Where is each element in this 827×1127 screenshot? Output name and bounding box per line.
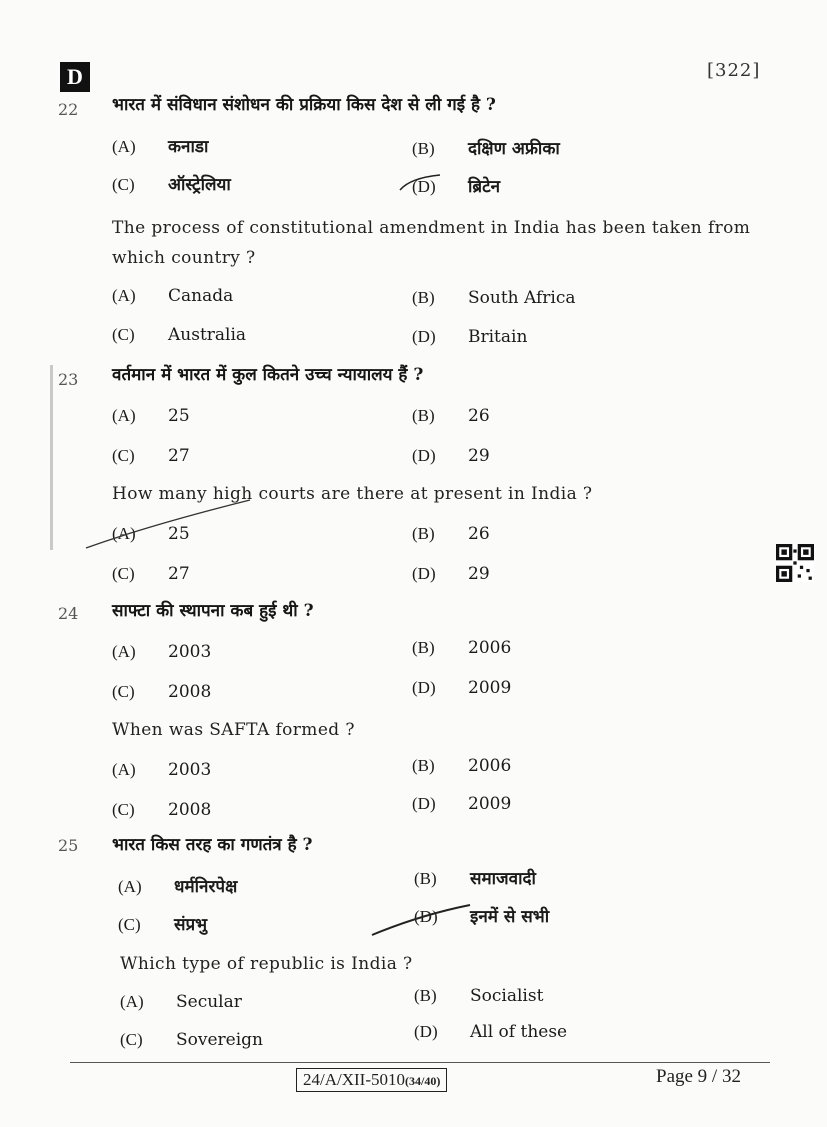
option-a-english: (A) 2003	[112, 760, 212, 780]
option-b-english: (B) Socialist	[414, 986, 544, 1006]
question-number: 24	[58, 604, 79, 623]
option-a-english: (A) 25	[112, 524, 190, 544]
question-text-english: The process of constitutional amendment in India has been taken from which country ?	[112, 218, 751, 268]
option-a-hindi: (A) कनाडा	[112, 137, 209, 157]
option-c-english: (C) 2008	[112, 800, 212, 820]
option-b-english: (B) 26	[412, 524, 490, 544]
option-c-english: (C) Sovereign	[120, 1030, 264, 1050]
paper-code: [322]	[707, 60, 761, 81]
option-c-hindi: (C) संप्रभु	[118, 915, 208, 935]
option-c-hindi: (C) 27	[112, 446, 190, 466]
option-a-hindi: (A) 25	[112, 406, 190, 426]
margin-line	[50, 365, 53, 550]
question-text-hindi: वर्तमान में भारत में कुल कितने उच्च न्यायालय हैं ?	[112, 365, 424, 385]
question-number: 23	[58, 370, 79, 389]
page-number: Page 9 / 32	[656, 1066, 741, 1087]
option-d-english: (D) Britain	[412, 327, 528, 347]
option-a-hindi: (A) धर्मनिरपेक्ष	[118, 877, 238, 897]
option-d-english: (D) 29	[412, 564, 490, 584]
option-d-hindi: (D) 29	[412, 446, 490, 466]
question-text-english: How many high courts are there at present in India ?	[112, 484, 593, 504]
option-d-hindi: (D) इनमें से सभी	[414, 907, 550, 927]
question-number: 22	[58, 100, 79, 119]
option-c-english: (C) Australia	[112, 325, 247, 345]
option-b-hindi: (B) 2006	[412, 638, 512, 658]
question-text-hindi: साफ्टा की स्थापना कब हुई थी ?	[112, 601, 314, 621]
option-b-hindi: (B) दक्षिण अफ्रीका	[412, 139, 560, 159]
set-badge: D	[60, 62, 90, 92]
question-text-hindi: भारत में संविधान संशोधन की प्रक्रिया किस देश से ली गई है ?	[112, 95, 496, 115]
option-c-hindi: (C) 2008	[112, 682, 212, 702]
option-d-english: (D) 2009	[412, 794, 512, 814]
option-d-hindi: (D) 2009	[412, 678, 512, 698]
option-b-english: (B) 2006	[412, 756, 512, 776]
option-c-hindi: (C) ऑस्ट्रेलिया	[112, 175, 231, 195]
footer-rule	[70, 1062, 770, 1063]
option-c-english: (C) 27	[112, 564, 190, 584]
qr-code-icon	[776, 544, 814, 582]
option-b-hindi: (B) समाजवादी	[414, 869, 536, 889]
option-d-hindi: (D) ब्रिटेन	[412, 177, 501, 197]
question-text-english: Which type of republic is India ?	[120, 954, 413, 974]
option-b-english: (B) South Africa	[412, 288, 576, 308]
question-text-english: When was SAFTA formed ?	[112, 720, 355, 740]
question-number: 25	[58, 836, 79, 855]
question-text-hindi: भारत किस तरह का गणतंत्र है ?	[112, 835, 313, 855]
option-a-hindi: (A) 2003	[112, 642, 212, 662]
option-b-hindi: (B) 26	[412, 406, 490, 426]
option-a-english: (A) Secular	[120, 992, 242, 1012]
option-d-english: (D) All of these	[414, 1022, 568, 1042]
booklet-code: 24/A/XII-5010(34/40)	[296, 1068, 447, 1092]
option-a-english: (A) Canada	[112, 286, 234, 306]
